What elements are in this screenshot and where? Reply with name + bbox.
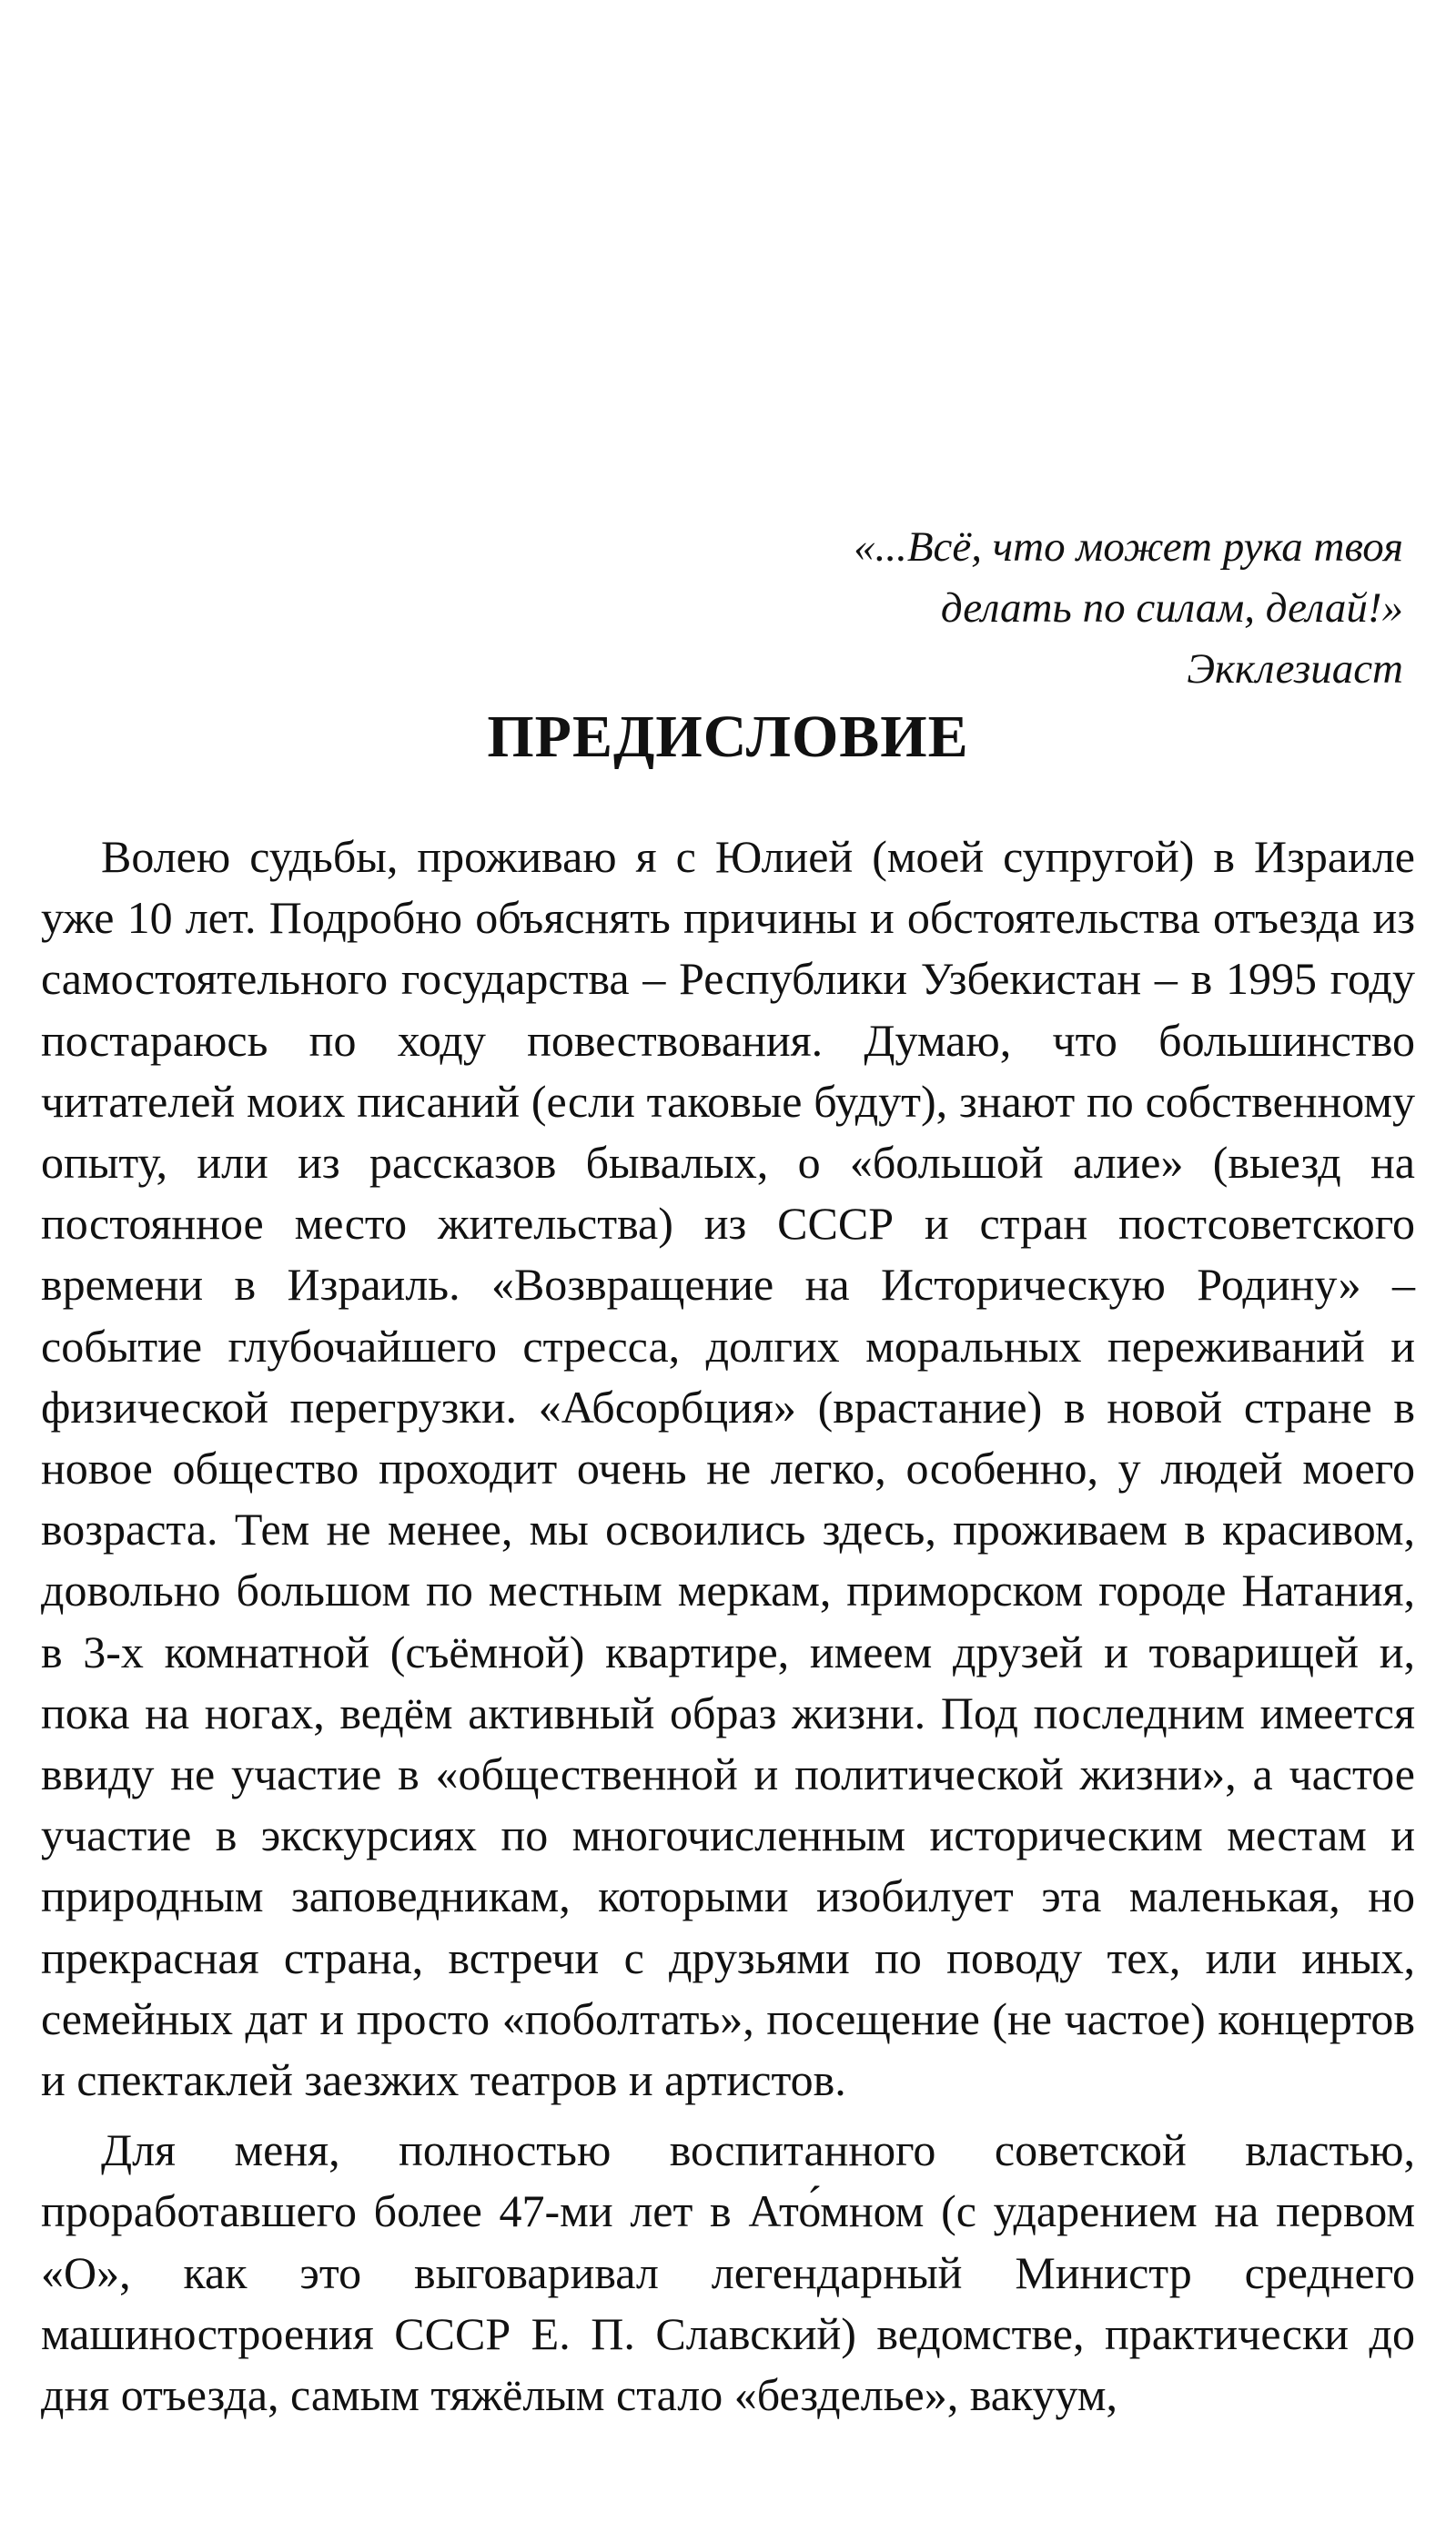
paragraph-2: Для меня, полностью воспитанного советской властью, проработавшего более 47-ми лет в Ато́мном (с ударением на первом «О», как это выговаривал легендарный Министр среднего машиностроения СССР Е. П. Славский) ведомстве, практически до дня отъезда, самым тяжёлым стало «безделье», вакуум, (41, 2124, 1415, 2421)
epigraph-line-2: делать по силам, делай!» (940, 584, 1403, 632)
body-text (41, 826, 1415, 2426)
epigraph (584, 517, 1403, 700)
paragraph-1: Волею судьбы, проживаю я с Юлией (моей супругой) в Израиле уже 10 лет. Подробно объяснять причины и обстоятельства отъезда из самостоятельного государства – Республики Узбекистан – в 1995 году постараюсь по ходу повествования. Думаю, что большинство читателей моих писаний (если таковые будут), знают по собственному опыту, или из рассказов бывалых, о «большой алие» (выезд на постоянное место жительства) из СССР и стран постсоветского времени в Израиль. «Возвращение на Историческую Родину» – событие глубочайшего стресса, долгих моральных переживаний и физической перегрузки. «Абсорбция» (врастание) в новой стране в новое общество проходит очень не легко, особенно, у людей моего возраста. Тем не менее, мы освоились здесь, проживаем в красивом, довольно большом по местным меркам, приморском городе Натания, в 3-х комнатной (съёмной) квартире, имеем друзей и товарищей и, пока на ногах, ведём активный образ жизни. Под последним имеется ввиду не участие в «общественной и политической жизни», а частое участие в экскурсиях по многочисленным историческим местам и природным заповедникам, которыми изобилует эта маленькая, но прекрасная страна, встречи с друзьями по поводу тех, или иных, семейных дат и просто «поболтать», посещение (не частое) концертов и спектаклей заезжих театров и артистов. (41, 831, 1415, 2106)
epigraph-author: Экклезиаст (1187, 645, 1403, 693)
page-title: ПРЕДИСЛОВИЕ (487, 704, 969, 770)
epigraph-line-1: «...Всё, что может рука твоя (854, 523, 1403, 571)
